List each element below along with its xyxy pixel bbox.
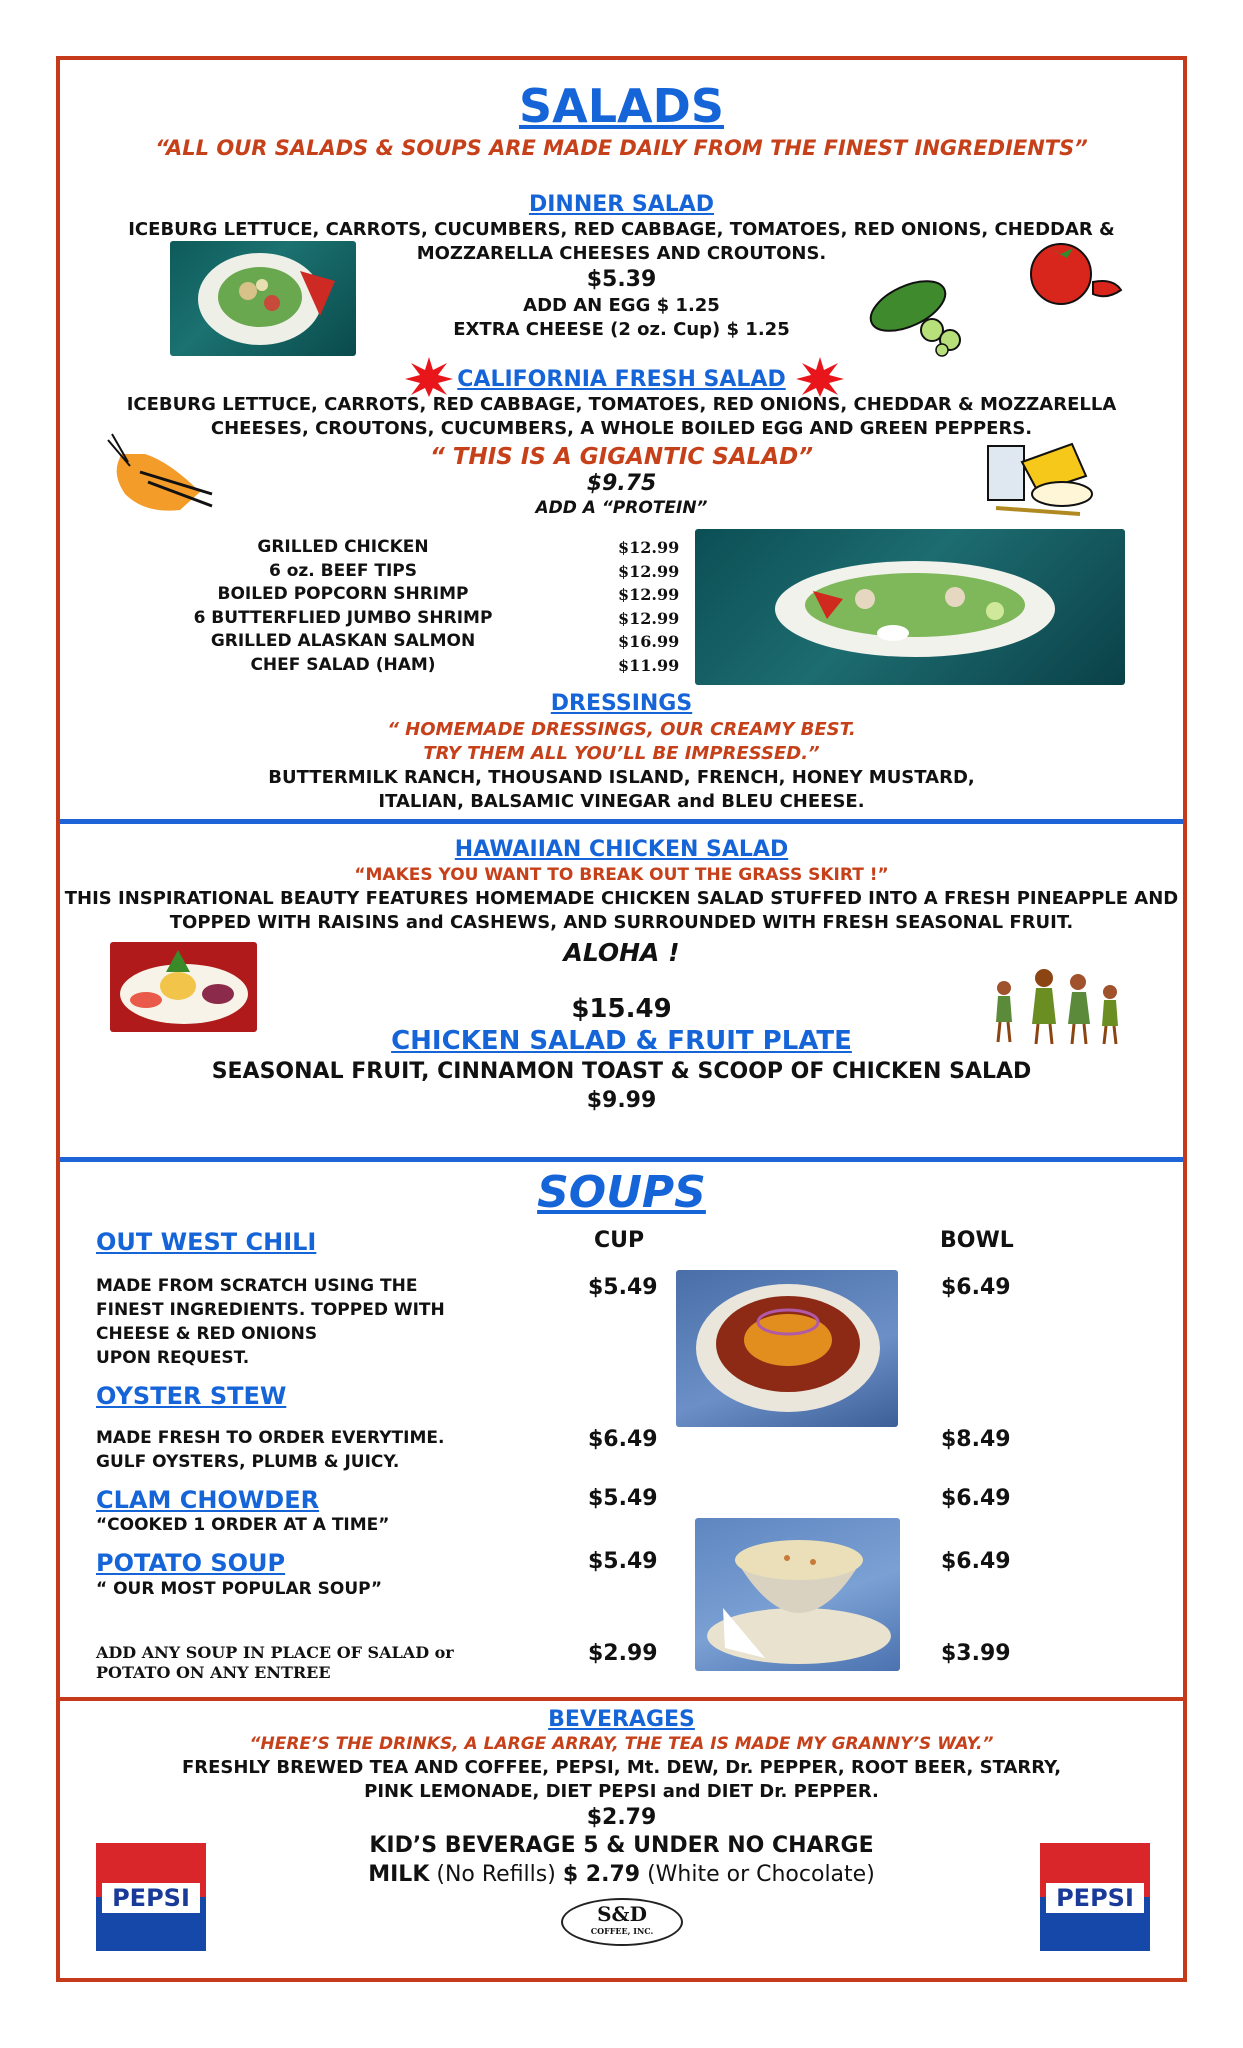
section-divider xyxy=(60,1157,1183,1162)
california-salad-photo xyxy=(695,529,1125,685)
soup-bowl-price: $6.49 xyxy=(941,1275,1011,1300)
soup-name: OUT WEST CHILI xyxy=(96,1228,317,1256)
kids-beverage: KID’S BEVERAGE 5 & UNDER NO CHARGE xyxy=(369,1833,874,1858)
dinner-salad-image xyxy=(170,241,356,356)
dinner-salad-price: $5.39 xyxy=(586,267,657,292)
soup-bowl-price: $6.49 xyxy=(941,1486,1011,1511)
protein-label: ADD A “PROTEIN” xyxy=(535,498,708,518)
pepsi-label: PEPSI xyxy=(1056,1884,1134,1912)
protein-price: $12.99 xyxy=(618,585,680,604)
carrots-icon xyxy=(100,432,220,522)
cup-header: CUP xyxy=(594,1228,645,1253)
soup-desc: MADE FROM SCRATCH USING THE FINEST INGREDIENTS. TOPPED WITH CHEESE & RED ONIONS UPON REQUEST. xyxy=(96,1276,445,1368)
fruit-plate-desc: SEASONAL FRUIT, CINNAMON TOAST & SCOOP OF CHICKEN SALAD xyxy=(211,1059,1032,1084)
soup-name: POTATO SOUP xyxy=(96,1549,286,1577)
pepsi-logo xyxy=(96,1843,206,1951)
tomato-icon xyxy=(1023,238,1125,308)
protein-prices xyxy=(618,536,698,677)
soup-cup-price: $5.49 xyxy=(588,1486,658,1511)
pepsi-label: PEPSI xyxy=(112,1884,190,1912)
protein-name: GRILLED ALASKAN SALMON xyxy=(210,631,476,651)
substitute-cup-price: $2.99 xyxy=(588,1641,658,1666)
soup-desc: MADE FRESH TO ORDER EVERYTIME. GULF OYSTERS, PLUMB & JUICY. xyxy=(96,1428,445,1472)
soup-cup-price: $5.49 xyxy=(588,1549,658,1574)
california-price: $9.75 xyxy=(586,471,657,496)
dinner-salad-desc: ICEBURG LETTUCE, CARROTS, CUCUMBERS, RED CABBAGE, TOMATOES, RED ONIONS, CHEDDAR & MOZZARELLA CHEESES AND CROUTONS. xyxy=(128,219,1115,264)
salads-title: SALADS xyxy=(519,79,724,133)
beverage-price: $2.79 xyxy=(586,1805,657,1830)
soup-desc: “ OUR MOST POPULAR SOUP” xyxy=(96,1579,383,1599)
protein-name: GRILLED CHICKEN xyxy=(257,537,429,557)
soups-title: SOUPS xyxy=(537,1167,706,1218)
california-salad-name: CALIFORNIA FRESH SALAD xyxy=(457,367,786,392)
cucumber-icon xyxy=(866,268,968,358)
soup-name: CLAM CHOWDER xyxy=(96,1486,320,1514)
protein-price: $12.99 xyxy=(618,561,680,581)
dinner-salad-addons: ADD AN EGG $ 1.25 EXTRA CHEESE (2 oz. Cup) $ 1.25 xyxy=(453,295,790,340)
cheese-icon xyxy=(982,436,1102,520)
chowder-photo xyxy=(695,1518,900,1671)
protein-name: 6 BUTTERFLIED JUMBO SHRIMP xyxy=(193,607,493,628)
hawaiian-price: $15.49 xyxy=(571,994,672,1024)
hawaiian-salad-image xyxy=(110,942,257,1032)
milk-line: MILK (No Refills) $ 2.79 (White or Chocolate) xyxy=(368,1862,875,1887)
fruit-plate-name: CHICKEN SALAD & FRUIT PLATE xyxy=(391,1026,852,1056)
chowder-image xyxy=(695,1518,900,1671)
protein-price: $11.99 xyxy=(618,655,680,675)
protein-price: $12.99 xyxy=(618,608,680,628)
soup-desc: “COOKED 1 ORDER AT A TIME” xyxy=(96,1515,390,1535)
salads-tagline: “ALL OUR SALADS & SOUPS ARE MADE DAILY FROM THE FINEST INGREDIENTS” xyxy=(155,136,1088,160)
soup-bowl-price: $8.49 xyxy=(941,1427,1011,1452)
soup-substitute-note: ADD ANY SOUP IN PLACE OF SALAD or POTATO ON ANY ENTREE xyxy=(96,1643,454,1682)
soup-cup-price: $6.49 xyxy=(588,1427,658,1452)
hawaiian-quote: “MAKES YOU WANT TO BREAK OUT THE GRASS SKIRT !” xyxy=(354,865,889,885)
fruit-plate-price: $9.99 xyxy=(586,1088,657,1113)
dressings-name: DRESSINGS xyxy=(550,691,693,716)
sd-coffee-logo: S&D COFFEE, INC. xyxy=(561,1898,683,1946)
protein-name: CHEF SALAD (HAM) xyxy=(250,654,436,675)
chili-image xyxy=(676,1270,898,1427)
soup-name: OYSTER STEW xyxy=(96,1382,287,1410)
bowl-header: BOWL xyxy=(940,1228,1014,1253)
hawaiian-desc: THIS INSPIRATIONAL BEAUTY FEATURES HOMEMADE CHICKEN SALAD STUFFED INTO A FRESH PINEAPPLE AND TOPPED WITH RAISINS and CASHEWS, AND SURROUNDED WITH FRESH SEASONAL FRUIT. xyxy=(64,888,1179,933)
section-divider xyxy=(60,819,1183,824)
beverages-name: BEVERAGES xyxy=(548,1707,695,1732)
soup-cup-price: $5.49 xyxy=(588,1275,658,1300)
dinner-salad-name: DINNER SALAD xyxy=(528,192,715,217)
protein-name: 6 oz. BEEF TIPS xyxy=(268,560,418,581)
california-quote: “ THIS IS A GIGANTIC SALAD” xyxy=(429,444,814,470)
dressings-list: BUTTERMILK RANCH, THOUSAND ISLAND, FRENCH, HONEY MUSTARD, ITALIAN, BALSAMIC VINEGAR and BLEU CHEESE. xyxy=(268,767,975,812)
hawaiian-name: HAWAIIAN CHICKEN SALAD xyxy=(454,837,789,862)
soup-bowl-price: $6.49 xyxy=(941,1549,1011,1574)
hawaiian-salad-photo xyxy=(110,942,257,1032)
california-salad-desc: ICEBURG LETTUCE, CARROTS, RED CABBAGE, TOMATOES, RED ONIONS, CHEDDAR & MOZZARELLA CHEESES, CROUTONS, CUCUMBERS, A WHOLE BOILED EGG AND GREEN PEPPERS. xyxy=(126,394,1117,439)
protein-price: $16.99 xyxy=(618,632,680,651)
aloha-text: ALOHA ! xyxy=(563,938,680,967)
dinner-salad-photo xyxy=(170,241,356,356)
dressings-quote: “ HOMEMADE DRESSINGS, OUR CREAMY BEST. TRY THEM ALL YOU’LL BE IMPRESSED.” xyxy=(387,719,856,764)
beverages-quote: “HERE’S THE DRINKS, A LARGE ARRAY, THE TEA IS MADE MY GRANNY’S WAY.” xyxy=(249,1734,994,1754)
protein-price: $12.99 xyxy=(618,538,680,557)
chili-photo xyxy=(676,1270,898,1427)
california-salad-image xyxy=(695,529,1125,685)
beverages-list: FRESHLY BREWED TEA AND COFFEE, PEPSI, Mt. DEW, Dr. PEPPER, ROOT BEER, STARRY, PINK LEMONADE, DIET PEPSI and DIET Dr. PEPPER. xyxy=(181,1757,1062,1802)
protein-name: BOILED POPCORN SHRIMP xyxy=(217,584,469,604)
pepsi-logo xyxy=(1040,1843,1150,1951)
substitute-bowl-price: $3.99 xyxy=(941,1641,1011,1666)
section-divider xyxy=(60,1697,1183,1701)
protein-list xyxy=(178,536,508,677)
